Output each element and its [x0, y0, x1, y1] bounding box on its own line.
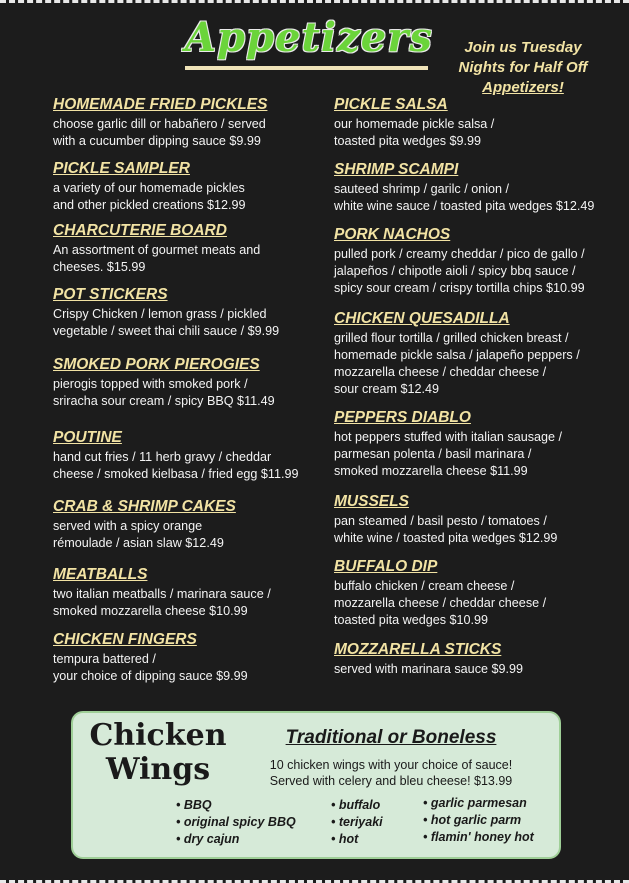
menu-item-desc: Crispy Chicken / lemon grass / pickled vegetable / sweet thai chili sauce / $9.99	[53, 307, 280, 338]
menu-item	[53, 95, 343, 150]
sauce-item: • flamin' honey hot	[423, 829, 534, 846]
promo-line-1: Join us Tuesday	[464, 39, 582, 56]
bottom-dashed-border	[0, 874, 629, 883]
menu-item-name: MOZZARELLA STICKS	[334, 641, 502, 658]
menu-item	[334, 557, 624, 629]
menu-item-name: MUSSELS	[334, 493, 409, 510]
menu-item-desc: our homemade pickle salsa / toasted pita wedges $9.99	[334, 117, 495, 148]
menu-item	[53, 565, 343, 620]
menu-item	[334, 640, 624, 678]
menu-item	[53, 221, 343, 276]
menu-item-desc: served with marinara sauce $9.99	[334, 662, 524, 676]
menu-item	[53, 355, 343, 410]
menu-item-name: BUFFALO DIP	[334, 558, 438, 575]
menu-item-name: PICKLE SAMPLER	[53, 160, 190, 177]
menu-item-desc: pulled pork / creamy cheddar / pico de gallo / jalapeños / chipotle aioli / spicy bbq sauce / spicy sour cream / crispy tortilla chips $10.99	[334, 247, 585, 295]
wings-title	[83, 719, 233, 787]
menu-item-desc: grilled flour tortilla / grilled chicken breast / homemade pickle salsa / jalapeño peppers / mozzarella cheese / cheddar cheese / sour cream $12.49	[334, 331, 580, 396]
menu-item	[53, 630, 343, 685]
menu-item	[334, 309, 624, 398]
page-title: Appetizers	[185, 14, 433, 61]
menu-item-name: HOMEMADE FRIED PICKLES	[53, 96, 268, 113]
chicken-wings-box	[71, 711, 561, 859]
menu-item-desc: buffalo chicken / cream cheese / mozzarella cheese / cheddar cheese / toasted pita wedges $10.99	[334, 579, 547, 627]
promo-text	[452, 38, 594, 98]
menu-item-name: POT STICKERS	[53, 286, 168, 303]
menu-item-desc: An assortment of gourmet meats and cheeses. $15.99	[53, 243, 261, 274]
wings-subtitle: Traditional or Boneless	[285, 727, 497, 748]
top-dashed-border	[0, 0, 629, 11]
menu-item-name: PICKLE SALSA	[334, 96, 448, 113]
promo-line-3: Appetizers!	[482, 79, 564, 96]
menu-item-desc: a variety of our homemade pickles and other pickled creations $12.99	[53, 181, 246, 212]
menu-item-desc: pan steamed / basil pesto / tomatoes / white wine / toasted pita wedges $12.99	[334, 514, 558, 545]
promo-line-2: Nights for Half Off	[458, 59, 588, 76]
menu-item-name: CHARCUTERIE BOARD	[53, 222, 227, 239]
menu-item	[334, 95, 624, 150]
menu-item	[334, 492, 624, 547]
menu-item-desc: choose garlic dill or habañero / served with a cucumber dipping sauce $9.99	[53, 117, 266, 148]
menu-item	[53, 497, 343, 552]
menu-item-desc: hot peppers stuffed with italian sausage / parmesan polenta / basil marinara / smoked mozzarella cheese $11.99	[334, 430, 563, 478]
menu-item-desc: hand cut fries / 11 herb gravy / cheddar cheese / smoked kielbasa / fried egg $11.99	[53, 450, 299, 481]
menu-item-desc: sauteed shrimp / garilc / onion / white wine sauce / toasted pita wedges $12.49	[334, 182, 595, 213]
sauce-item: • buffalo	[331, 797, 383, 814]
wings-title-line-2: Wings	[105, 752, 211, 787]
menu-item-desc: tempura battered / your choice of dipping sauce $9.99	[53, 652, 248, 683]
menu-item-name: POUTINE	[53, 429, 122, 446]
menu-item-name: CHICKEN QUESADILLA	[334, 310, 510, 327]
menu-item-name: MEATBALLS	[53, 566, 148, 583]
menu-item	[53, 285, 343, 340]
menu-item	[53, 159, 343, 214]
menu-item	[334, 225, 624, 297]
menu-item-desc: served with a spicy orange rémoulade / asian slaw $12.49	[53, 519, 224, 550]
sauce-list-3	[423, 795, 534, 846]
menu-item-name: CRAB & SHRIMP CAKES	[53, 498, 236, 515]
sauce-list-1	[176, 797, 296, 848]
wings-title-line-1: Chicken	[89, 718, 227, 753]
menu-item-name: PEPPERS DIABLO	[334, 409, 471, 426]
sauce-item: • dry cajun	[176, 831, 296, 848]
sauce-item: • hot	[331, 831, 383, 848]
menu-item	[334, 408, 624, 480]
sauce-item: • original spicy BBQ	[176, 814, 296, 831]
title-underline	[185, 66, 428, 70]
sauce-list-2	[331, 797, 383, 848]
sauce-item: • BBQ	[176, 797, 296, 814]
menu-item-desc: pierogis topped with smoked pork / sriracha sour cream / spicy BBQ $11.49	[53, 377, 275, 408]
menu-item-name: PORK NACHOS	[334, 226, 451, 243]
menu-item-desc: two italian meatballs / marinara sauce / smoked mozzarella cheese $10.99	[53, 587, 271, 618]
wings-description: 10 chicken wings with your choice of sauce! Served with celery and bleu cheese! $13.99	[269, 758, 513, 788]
menu-item-name: SHRIMP SCAMPI	[334, 161, 459, 178]
sauce-item: • teriyaki	[331, 814, 383, 831]
sauce-item: • hot garlic parm	[423, 812, 534, 829]
menu-item-name: SMOKED PORK PIEROGIES	[53, 356, 260, 373]
menu-item	[53, 428, 343, 483]
menu-item	[334, 160, 624, 215]
sauce-item: • garlic parmesan	[423, 795, 534, 812]
menu-item-name: CHICKEN FINGERS	[53, 631, 197, 648]
